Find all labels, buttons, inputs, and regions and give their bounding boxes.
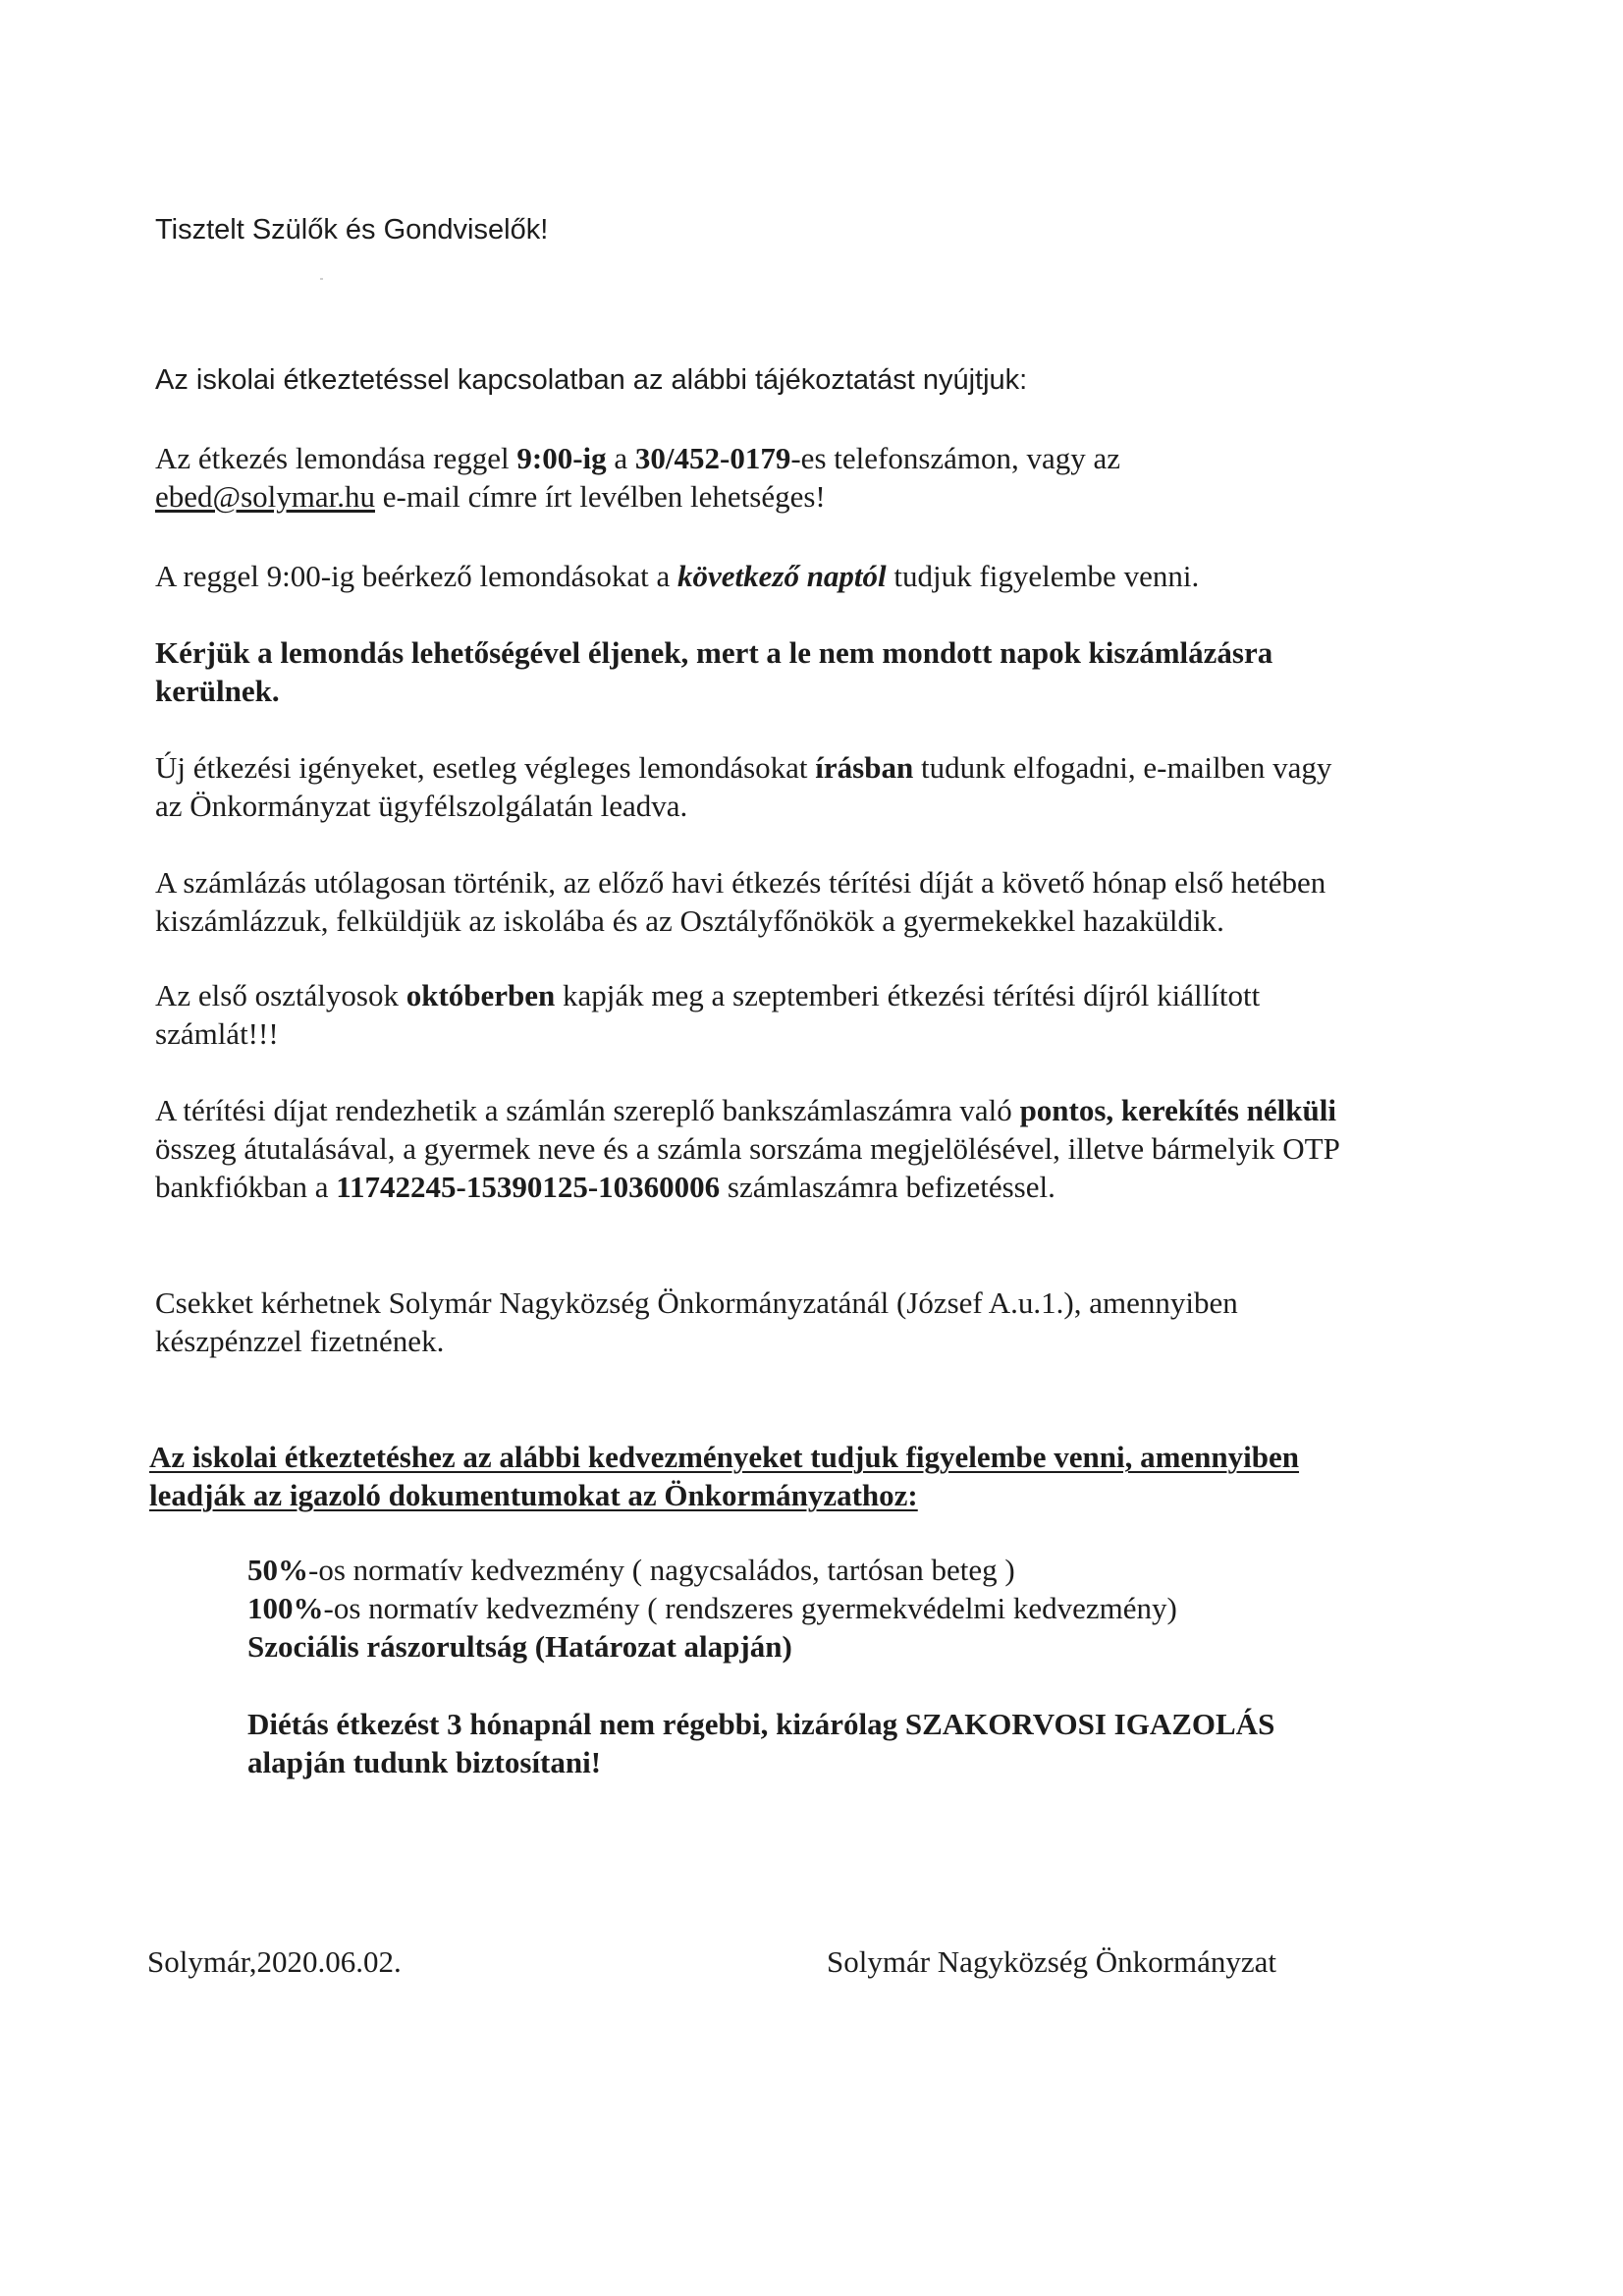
october-emphasis: októberben (406, 978, 556, 1012)
place-and-date: Solymár,2020.06.02. (147, 1944, 402, 1979)
intro-paragraph: Az iskolai étkeztetéssel kapcsolatban az alábbi tájékoztatást nyújtjuk: (155, 364, 1028, 396)
new-request-paragraph: Új étkezési igényeket, esetleg végleges lemondásokat írásban tudunk elfogadni, e-mailben vagy az Önkormányzat ügyfélszolgálatán leadva. (155, 750, 1332, 823)
first-grade-paragraph: Az első osztályosok októberben kapják meg a szeptemberi étkezési térítési díjról kiállított számlát!!! (155, 978, 1261, 1051)
bank-account-number: 11742245-15390125-10360006 (336, 1170, 721, 1204)
in-writing-emphasis: írásban (815, 750, 914, 785)
next-day-paragraph: A reggel 9:00-ig beérkező lemondásokat a következő naptól tudjuk figyelembe venni. (155, 559, 1200, 593)
discount-item-social: Szociális rászorultság (Határozat alapján) (247, 1629, 792, 1664)
discount-item-100: 100%-os normatív kedvezmény ( rendszeres gyermekvédelmi kedvezmény) (247, 1591, 1177, 1625)
phone-number: 30/452-0179 (634, 441, 791, 475)
email-link[interactable]: ebed@solymar.hu (155, 479, 375, 514)
payment-paragraph: A térítési díjat rendezhetik a számlán szereplő bankszámlaszámra való pontos, kerekítés nélküli összeg átutalásával, a gyermek neve és a számla sorszáma megjelölésével, illetve bármelyik OTP bankfiókban a 11742245-15390125-10360006 számlaszámra befizetéssel. (155, 1093, 1340, 1204)
scan-speck (320, 278, 323, 280)
cancellation-line-1: Az étkezés lemondása reggel 9:00-ig a 30/452-0179-es telefonszámon, vagy az (155, 441, 1121, 475)
discount-list (247, 1551, 1177, 1666)
billing-paragraph: A számlázás utólagosan történik, az előző havi étkezés térítési díját a követő hónap első hetében kiszámlázzuk, felküldjük az iskolába és az Osztályfőnökök a gyermekekkel hazaküldik. (155, 865, 1326, 938)
issuer-signature: Solymár Nagyközség Önkormányzat (827, 1944, 1276, 1979)
greeting: Tisztelt Szülők és Gondviselők! (155, 214, 549, 246)
request-paragraph: Kérjük a lemondás lehetőségével éljenek, mert a le nem mondott napok kiszámlázásra kerülnek. (155, 635, 1273, 708)
cancellation-paragraph (155, 439, 1120, 516)
exact-amount-emphasis: pontos, kerekítés nélküli (1019, 1093, 1336, 1127)
discounts-heading: Az iskolai étkeztetéshez az alábbi kedvezményeket tudjuk figyelembe venni, amennyiben leadják az igazoló dokumentumokat az Önkormányzathoz: (149, 1440, 1300, 1512)
cancellation-line-2: ebed@solymar.hu e-mail címre írt levélben lehetséges! (155, 479, 826, 514)
diet-paragraph: Diétás étkezést 3 hónapnál nem régebbi, kizárólag SZAKORVOSI IGAZOLÁS alapján tudunk biztosítani! (247, 1707, 1275, 1779)
cheque-paragraph: Csekket kérhetnek Solymár Nagyközség Önkormányzatánál (József A.u.1.), amennyiben készpénzzel fizetnének. (155, 1285, 1238, 1358)
discount-item-50: 50%-os normatív kedvezmény ( nagycsaládos, tartósan beteg ) (247, 1553, 1015, 1587)
cancel-deadline: 9:00-ig (516, 441, 607, 475)
next-day-emphasis: következő naptól (676, 559, 887, 593)
